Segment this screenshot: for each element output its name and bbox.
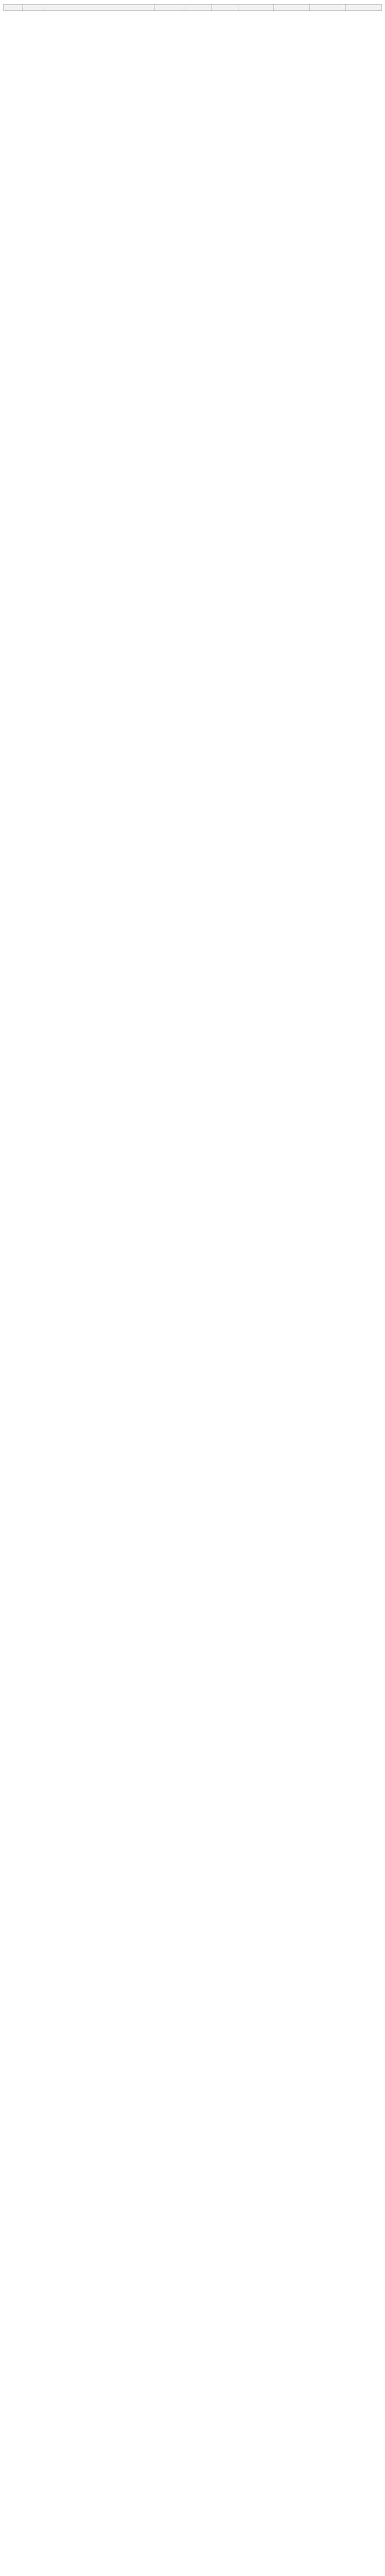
header-cell [22, 5, 45, 11]
header-cell [238, 5, 274, 11]
header-cell [4, 5, 23, 11]
header-cell [310, 5, 346, 11]
admission-table [3, 4, 382, 11]
header-cell [346, 5, 382, 11]
header-row [4, 5, 382, 11]
header-cell [185, 5, 211, 11]
header-cell [274, 5, 310, 11]
header-cell [212, 5, 238, 11]
header-cell [45, 5, 154, 11]
table-header [4, 5, 382, 11]
header-cell [155, 5, 185, 11]
